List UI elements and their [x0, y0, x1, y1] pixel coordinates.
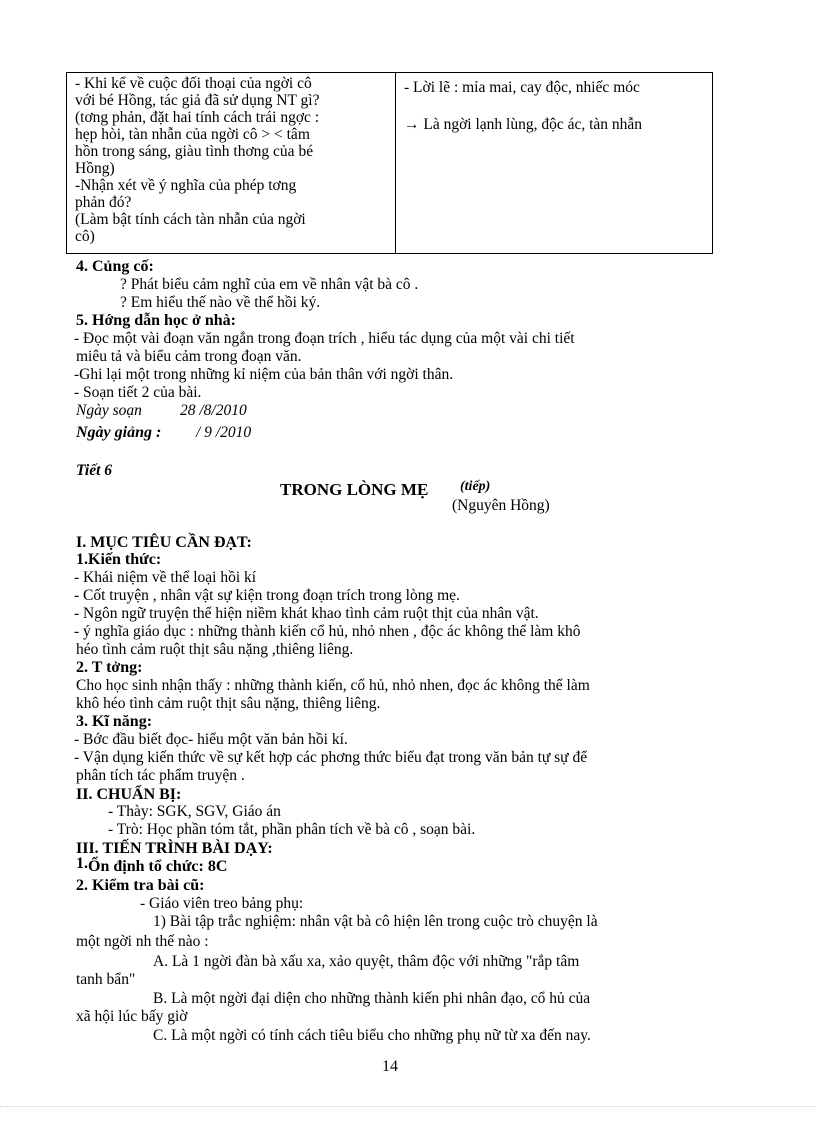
knowledge-item: héo tình cảm ruột thịt sâu nặng ,thiêng liêng.	[76, 641, 354, 658]
knowledge-item: - Ngôn ngữ truyện thể hiện niềm khát khao tình cảm ruột thịt của nhân vật.	[74, 605, 539, 622]
table-left-line: phản đó?	[75, 194, 132, 211]
lesson-author: (Nguyên Hồng)	[452, 497, 550, 514]
check-line: một ngời nh thế nào :	[76, 933, 209, 950]
table-left-line: -Nhận xét về ý nghĩa của phép tơng	[75, 177, 297, 194]
page-number: 14	[382, 1058, 398, 1075]
thought-line: Cho học sinh nhận thấy : những thành kiến, cổ hủ, nhỏ nhen, đọc ác không thể làm	[76, 677, 590, 694]
organization-line	[76, 855, 228, 875]
organization-text: Ổn định tổ chức: 8C	[88, 858, 228, 875]
preparation-item: - Trò: Học phần tóm tắt, phần phân tích về bà cô , soạn bài.	[108, 821, 476, 838]
skill-item: - Bớc đầu biết đọc- hiểu một văn bản hồi kí.	[74, 731, 348, 748]
skill-item: phân tích tác phẩm truyện .	[76, 767, 245, 784]
date-taught-label: Ngày giảng :	[76, 424, 162, 441]
section-4-heading: 4. Củng cố:	[76, 258, 154, 275]
homework-line: -Ghi lại một trong những kỉ niệm của bản thân với ngời thân.	[74, 366, 454, 383]
table-left-line: hồn trong sáng, giàu tình thơng của bé	[75, 143, 314, 160]
answer-option-b: B. Là một ngời đại diện cho những thành kiến phi nhân đạo, cổ hủ của	[153, 990, 591, 1007]
knowledge-heading: 1.Kiến thức:	[76, 551, 162, 568]
knowledge-item: - Khái niệm về thể loại hồi kí	[74, 569, 257, 586]
answer-option-a: A. Là 1 ngời đàn bà xấu xa, xảo quyệt, thâm độc với những "rắp tâm	[153, 953, 580, 970]
table-left-line: với bé Hồng, tác giả đã sử dụng NT gì?	[75, 92, 320, 109]
check-line: 1) Bài tập trắc nghiệm: nhân vật bà cô hiện lên trong cuộc trò chuyện là	[153, 913, 598, 930]
thought-line: khô héo tình cảm ruột thịt sâu nặng, thiêng liêng.	[76, 695, 381, 712]
answer-option-c: C. Là một ngời có tính cách tiêu biểu cho những phụ nữ từ xa đến nay.	[153, 1027, 591, 1044]
lesson-title: TRONG LÒNG MẸ	[280, 480, 429, 499]
table-right-conclusion	[404, 116, 706, 133]
consolidation-question: ? Phát biểu cảm nghĩ của em về nhân vật bà cô .	[120, 276, 419, 293]
table-right-line: Là ngời lạnh lùng, độc ác, tàn nhẫn	[419, 116, 643, 133]
table-left-cell	[67, 73, 396, 254]
check-heading: 2. Kiểm tra bài cũ:	[76, 877, 205, 894]
date-prepared-label: Ngày soạn	[76, 402, 142, 419]
skill-item: - Vận dụng kiến thức về sự kết hợp các phơng thức biểu đạt trong văn bản tự sự để	[74, 749, 588, 766]
lesson-table	[66, 72, 713, 254]
homework-line: - Đọc một vài đoạn văn ngắn trong đoạn trích , hiểu tác dụng của một vài chi tiết	[74, 330, 575, 347]
table-left-line: (tơng phản, đặt hai tính cách trái ngợc :	[75, 109, 320, 126]
table-left-line: Hồng)	[75, 160, 115, 177]
section-5-heading: 5. Hớng dẫn học ở nhà:	[76, 312, 236, 329]
arrow-right-icon: →	[404, 116, 420, 133]
preparation-item: - Thày: SGK, SGV, Giáo án	[108, 803, 281, 820]
page-edge-divider	[0, 1106, 816, 1107]
lesson-period: Tiết 6	[76, 462, 113, 479]
organization-number: 1.	[76, 855, 88, 872]
table-left-line: - Khi kể về cuộc đối thoại của ngời cô	[75, 75, 312, 92]
answer-option-b-cont: xã hội lúc bấy giờ	[76, 1008, 188, 1025]
objectives-heading: I. MỤC TIÊU CẦN ĐẠT:	[76, 534, 252, 551]
table-right-line: - Lời lẽ : mỉa mai, cay độc, nhiếc móc	[404, 79, 640, 96]
table-left-line: hẹp hòi, tàn nhẫn của ngời cô > < tâm	[75, 126, 310, 143]
answer-option-a-cont: tanh bẩn"	[76, 971, 136, 988]
knowledge-item: - Cốt truyện , nhân vật sự kiện trong đoạn trích trong lòng mẹ.	[74, 587, 460, 604]
lesson-continued: (tiếp)	[460, 479, 491, 494]
preparation-heading: II. CHUẨN BỊ:	[76, 786, 182, 803]
skill-heading: 3. Kĩ năng:	[76, 713, 153, 730]
table-left-line: (Làm bật tính cách tàn nhẫn của ngời	[75, 211, 306, 228]
table-left-line: cô)	[75, 228, 95, 245]
check-line: - Giáo viên treo bảng phụ:	[140, 895, 304, 912]
process-heading: III. TIẾN TRÌNH BÀI DẠY:	[76, 840, 273, 857]
date-taught-value: / 9 /2010	[196, 424, 252, 441]
homework-line: miêu tả và biểu cảm trong đoạn văn.	[76, 348, 302, 365]
knowledge-item: - ý nghĩa giáo dục : những thành kiến cổ hủ, nhỏ nhen , độc ác không thể làm khô	[74, 623, 581, 640]
consolidation-question: ? Em hiểu thế nào về thể hồi ký.	[120, 294, 321, 311]
date-prepared-value: 28 /8/2010	[180, 402, 247, 419]
thought-heading: 2. T tởng:	[76, 659, 143, 676]
homework-line: - Soạn tiết 2 của bài.	[74, 384, 202, 401]
table-right-cell	[396, 73, 713, 254]
